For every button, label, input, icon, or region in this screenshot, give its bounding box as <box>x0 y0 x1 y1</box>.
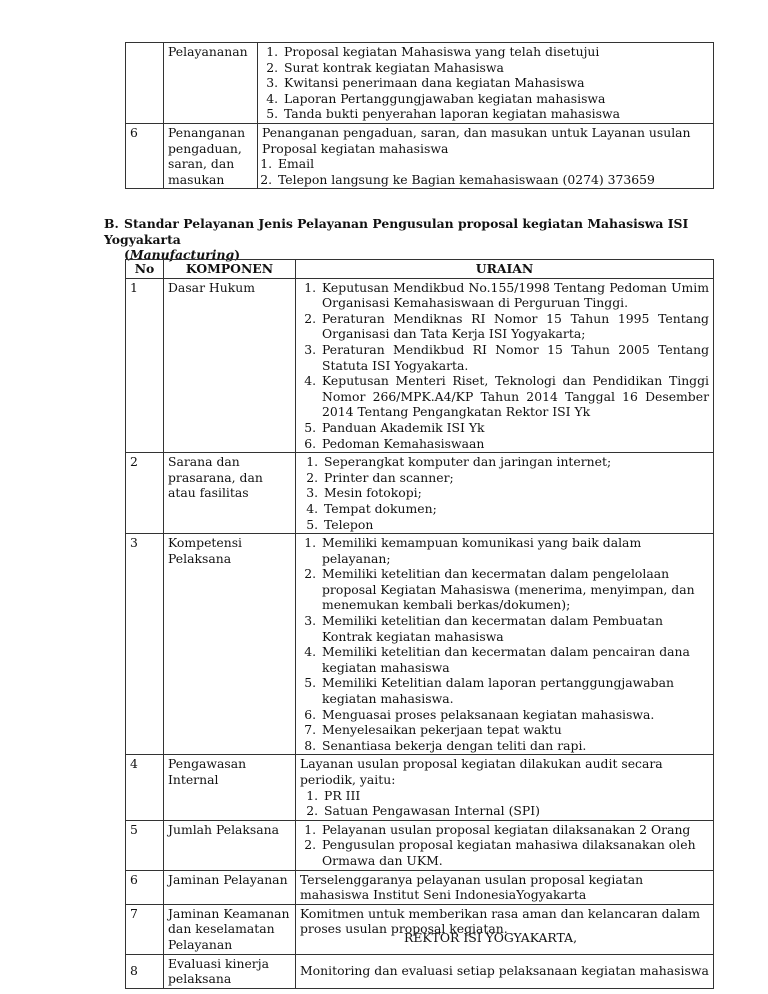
description-cell <box>296 820 714 870</box>
description-intro: Layanan usulan proposal kegiatan dilakukan audit secara periodik, yaitu: <box>300 756 663 787</box>
component-cell: Pelayananan <box>164 43 258 124</box>
item-list <box>262 44 709 122</box>
component-cell: Jaminan Pelayanan <box>164 870 296 904</box>
item-list <box>300 788 709 819</box>
row-number: 6 <box>126 870 164 904</box>
component-cell: Penanganan pengaduan, saran, dan masukan <box>164 123 258 188</box>
table-row <box>126 278 714 453</box>
list-item: 4. Keputusan Menteri Riset, Teknologi dan Pendidikan Tinggi Nomor 266/MPK.A4/KP Tahun 2014 Tanggal 16 Desember 2014 Tentang Pengangkatan Rektor ISI Yk <box>320 373 709 420</box>
list-item: 4. Memiliki ketelitian dan kecermatan dalam pencairan dana kegiatan mahasiswa <box>320 644 709 675</box>
list-item: 2. Peraturan Mendiknas RI Nomor 15 Tahun 1995 Tentang Organisasi dan Tata Kerja ISI Yogyakarta; <box>320 311 709 342</box>
list-item: 6. Menguasai proses pelaksanaan kegiatan mahasiswa. <box>320 707 709 723</box>
description-cell <box>296 755 714 820</box>
table-row <box>126 755 714 820</box>
list-item: 1. PR III <box>322 788 709 804</box>
section-letter: B. <box>104 216 119 231</box>
list-item: 5. Tanda bukti penyerahan laporan kegiatan mahasiswa <box>282 106 709 122</box>
section-subtitle: (Manufacturing) <box>124 247 241 263</box>
list-item: 3. Memiliki ketelitian dan kecermatan dalam Pembuatan Kontrak kegiatan mahasiswa <box>320 613 709 644</box>
table-row <box>126 43 714 124</box>
description-cell: Terselenggaranya pelayanan usulan proposal kegiatan mahasiswa Institut Seni IndonesiaYogyakarta <box>296 870 714 904</box>
description-intro: Penanganan pengaduan, saran, dan masukan untuk Layanan usulan Proposal kegiatan mahasiswa <box>262 124 691 156</box>
item-list <box>300 535 709 753</box>
list-item: 1. Seperangkat komputer dan jaringan internet; <box>322 454 709 470</box>
list-item: 3. Peraturan Mendikbud RI Nomor 15 Tahun 2005 Tentang Statuta ISI Yogyakarta. <box>320 342 709 373</box>
header-no: No <box>126 260 164 279</box>
table-row <box>126 820 714 870</box>
list-item: 2. Surat kontrak kegiatan Mahasiswa <box>282 60 709 76</box>
list-item: 7. Menyelesaikan pekerjaan tepat waktu <box>320 722 709 738</box>
row-number: 7 <box>126 904 164 954</box>
list-item: 4. Laporan Pertanggungjawaban kegiatan mahasiswa <box>282 91 709 107</box>
description-cell <box>258 43 714 124</box>
item-list <box>300 280 709 452</box>
list-item: 2. Satuan Pengawasan Internal (SPI) <box>322 803 709 819</box>
description-cell <box>296 278 714 453</box>
header-description: URAIAN <box>296 260 714 279</box>
list-item: 6. Pedoman Kemahasiswaan <box>320 436 709 452</box>
row-number: 5 <box>126 820 164 870</box>
list-item: 1. Memiliki kemampuan komunikasi yang baik dalam pelayanan; <box>320 535 709 566</box>
list-item: 2. Pengusulan proposal kegiatan mahasiwa dilaksanakan oleh Ormawa dan UKM. <box>320 837 709 868</box>
table-header-row <box>126 260 714 279</box>
component-cell: Kompetensi Pelaksana <box>164 534 296 755</box>
table-row <box>126 453 714 534</box>
component-cell: Sarana dan prasarana, dan atau fasilitas <box>164 453 296 534</box>
row-number: 8 <box>126 954 164 988</box>
component-cell: Jumlah Pelaksana <box>164 820 296 870</box>
row-number <box>126 43 164 124</box>
table-row <box>126 123 714 188</box>
component-cell: Dasar Hukum <box>164 278 296 453</box>
list-item: 2. Memiliki ketelitian dan kecermatan dalam pengelolaan proposal Kegiatan Mahasiswa (menerima, menyimpan, dan menemukan kembali berkas/dokumen); <box>320 566 709 613</box>
list-item: 5. Memiliki Ketelitian dalam laporan pertanggungjawaban kegiatan mahasiswa. <box>320 675 709 706</box>
list-item: 1. Email <box>276 156 709 172</box>
list-item: 3. Mesin fotokopi; <box>322 485 709 501</box>
row-number: 6 <box>126 123 164 188</box>
table-row <box>126 870 714 904</box>
list-item: 5. Telepon <box>322 517 709 533</box>
top-table <box>125 42 714 189</box>
component-cell: Evaluasi kinerja pelaksana <box>164 954 296 988</box>
list-item: 2. Telepon langsung ke Bagian kemahasiswaan (0274) 373659 <box>276 172 709 188</box>
row-number: 4 <box>126 755 164 820</box>
list-item: 1. Keputusan Mendikbud No.155/1998 Tentang Pedoman Umim Organisasi Kemahasiswaan di Perguruan Tinggi. <box>320 280 709 311</box>
list-item: 1. Pelayanan usulan proposal kegiatan dilaksanakan 2 Orang <box>320 822 709 838</box>
item-list <box>300 454 709 532</box>
list-item: 1. Proposal kegiatan Mahasiswa yang telah disetujui <box>282 44 709 60</box>
description-cell <box>258 123 714 188</box>
description-cell <box>296 534 714 755</box>
description-cell: Komitmen untuk memberikan rasa aman dan kelancaran dalam proses usulan proposal kegiatan. <box>296 904 714 954</box>
list-item: 8. Senantiasa bekerja dengan teliti dan rapi. <box>320 738 709 754</box>
header-component: KOMPONEN <box>164 260 296 279</box>
component-cell: Jaminan Keamanan dan keselamatan Pelayanan <box>164 904 296 954</box>
list-item: 5. Panduan Akademik ISI Yk <box>320 420 709 436</box>
list-item: 4. Tempat dokumen; <box>322 501 709 517</box>
standards-table <box>125 259 714 989</box>
description-cell <box>296 453 714 534</box>
section-title: Standar Pelayanan Jenis Pelayanan Pengusulan proposal kegiatan Mahasiswa ISI Yogyakarta <box>104 216 689 247</box>
row-number: 1 <box>126 278 164 453</box>
row-number: 2 <box>126 453 164 534</box>
signature-title: REKTOR ISI YOGYAKARTA, <box>404 930 578 945</box>
component-cell: Pengawasan Internal <box>164 755 296 820</box>
table-row <box>126 534 714 755</box>
list-item: 3. Kwitansi penerimaan dana kegiatan Mahasiswa <box>282 75 709 91</box>
list-item: 2. Printer dan scanner; <box>322 470 709 486</box>
section-heading <box>104 216 704 263</box>
item-list <box>300 822 709 869</box>
row-number: 3 <box>126 534 164 755</box>
item-list <box>262 156 709 187</box>
table-row <box>126 954 714 988</box>
description-cell: Monitoring dan evaluasi setiap pelaksanaan kegiatan mahasiswa <box>296 954 714 988</box>
